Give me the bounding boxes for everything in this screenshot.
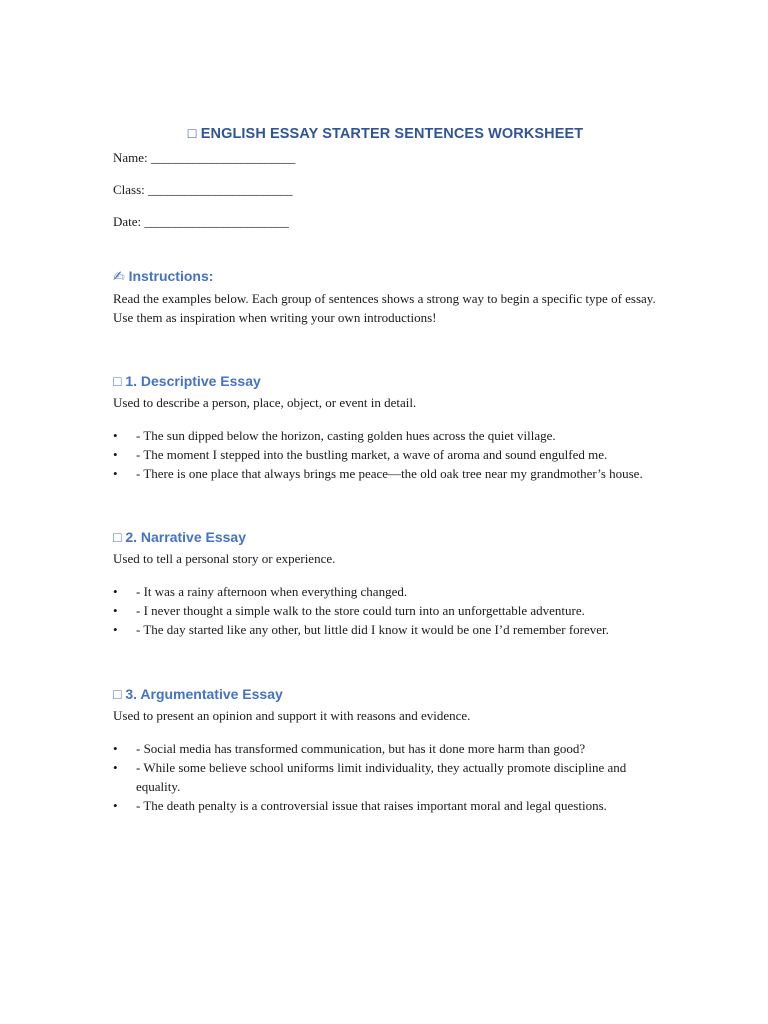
instructions-section bbox=[113, 268, 658, 327]
section-description: Used to describe a person, place, object, or event in detail. bbox=[113, 395, 417, 410]
section-descriptive bbox=[113, 373, 658, 483]
list-item bbox=[113, 620, 658, 639]
bullet-icon: • bbox=[113, 741, 118, 756]
class-field bbox=[113, 181, 658, 199]
list-item-text: - The sun dipped below the horizon, casting golden hues across the quiet village. bbox=[136, 428, 556, 443]
list-item bbox=[113, 464, 658, 483]
section-argumentative bbox=[113, 686, 658, 815]
name-label: Name: bbox=[113, 150, 151, 165]
example-list bbox=[113, 582, 658, 639]
bullet-icon: • bbox=[113, 603, 118, 618]
list-item bbox=[113, 445, 658, 464]
bullet-icon: • bbox=[113, 466, 118, 481]
list-item bbox=[113, 739, 658, 758]
list-item bbox=[113, 582, 658, 601]
list-item bbox=[113, 601, 658, 620]
section-description: Used to tell a personal story or experience. bbox=[113, 551, 336, 566]
section-heading: □ 2. Narrative Essay bbox=[113, 529, 246, 545]
date-field bbox=[113, 213, 658, 231]
date-blank: ________________________ bbox=[144, 214, 289, 229]
list-item-text: - While some believe school uniforms limit individuality, they actually promote discipline and equality. bbox=[136, 760, 627, 794]
section-description: Used to present an opinion and support it with reasons and evidence. bbox=[113, 708, 471, 723]
list-item-text: - I never thought a simple walk to the store could turn into an unforgettable adventure. bbox=[136, 603, 585, 618]
worksheet-title: □ ENGLISH ESSAY STARTER SENTENCES WORKSHEET bbox=[187, 126, 584, 142]
example-list bbox=[113, 426, 658, 483]
list-item-text: - The moment I stepped into the bustling market, a wave of aroma and sound engulfed me. bbox=[136, 447, 608, 462]
section-heading: □ 1. Descriptive Essay bbox=[113, 373, 261, 389]
name-field bbox=[113, 149, 658, 167]
date-label: Date: bbox=[113, 214, 145, 229]
instructions-heading: ✍ Instructions: bbox=[113, 268, 214, 284]
list-item bbox=[113, 758, 658, 796]
list-item-text: - There is one place that always brings me peace—the old oak tree near my grandmother’s house. bbox=[136, 466, 643, 481]
section-narrative bbox=[113, 529, 658, 639]
bullet-icon: • bbox=[113, 584, 118, 599]
list-item-text: - It was a rainy afternoon when everything changed. bbox=[136, 584, 408, 599]
section-heading: □ 3. Argumentative Essay bbox=[113, 686, 283, 702]
list-item-text: - The day started like any other, but little did I know it would be one I’d remember forever. bbox=[136, 622, 609, 637]
worksheet-page bbox=[113, 126, 658, 815]
bullet-icon: • bbox=[113, 447, 118, 462]
class-label: Class: bbox=[113, 182, 149, 197]
instructions-text: Read the examples below. Each group of sentences shows a strong way to begin a specific type of essay. Use them as inspiration when writing your own introductions! bbox=[113, 291, 656, 325]
list-item-text: - The death penalty is a controversial issue that raises important moral and legal questions. bbox=[136, 798, 607, 813]
example-list bbox=[113, 739, 658, 815]
name-blank: ________________________ bbox=[150, 150, 295, 165]
list-item-text: - Social media has transformed communication, but has it done more harm than good? bbox=[136, 741, 586, 756]
bullet-icon: • bbox=[113, 622, 118, 637]
bullet-icon: • bbox=[113, 798, 118, 813]
bullet-icon: • bbox=[113, 760, 118, 775]
class-blank: ________________________ bbox=[148, 182, 293, 197]
list-item bbox=[113, 426, 658, 445]
bullet-icon: • bbox=[113, 428, 118, 443]
list-item bbox=[113, 796, 658, 815]
